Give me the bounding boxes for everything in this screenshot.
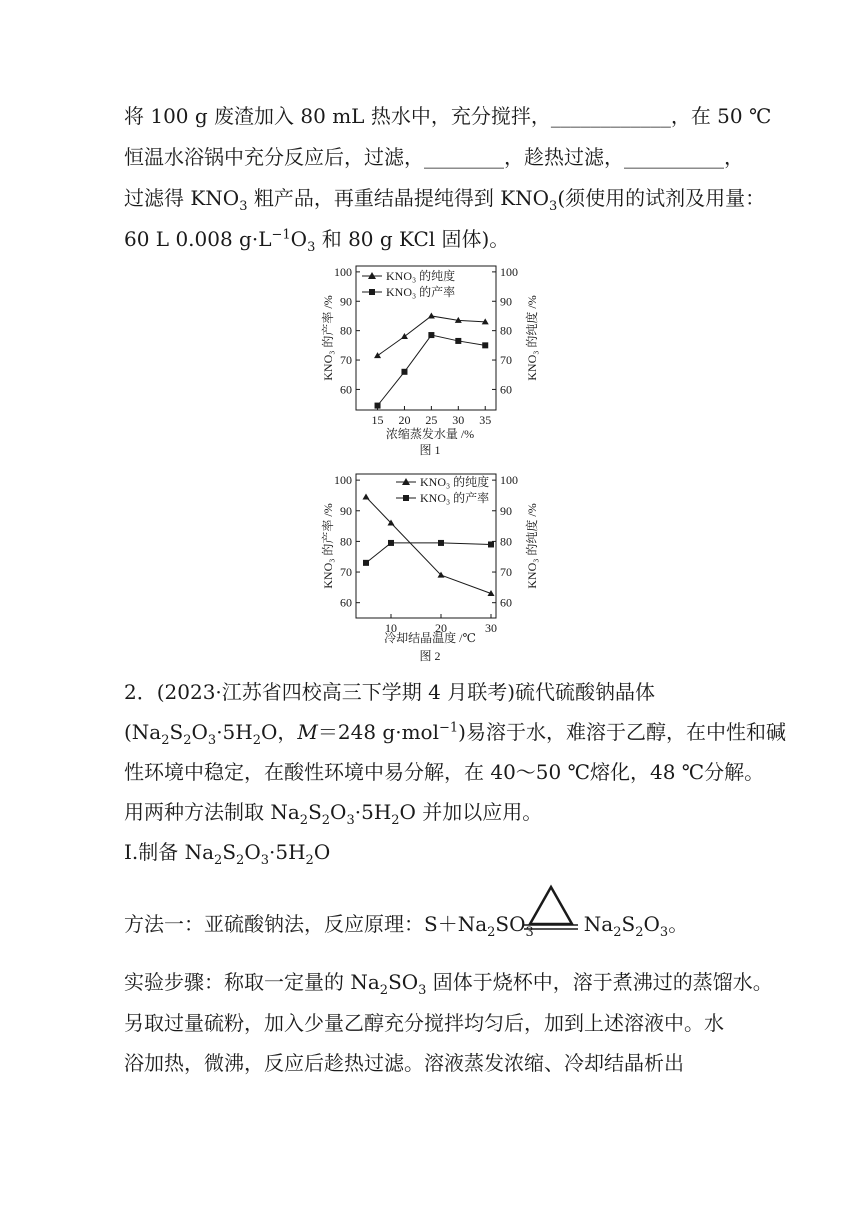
- text-line: 另取过量硫粉，加入少量乙醇充分搅拌均匀后，加到上述溶液中。水: [124, 1011, 724, 1035]
- figure-2-chart: [312, 470, 552, 666]
- y-axis-label-left: KNO₃ 的产率 /%: [321, 503, 335, 589]
- y-tick-label-right: 100: [500, 264, 518, 279]
- y-axis-label-right: KNO₃ 的纯度 /%: [525, 295, 539, 381]
- heating-delta-icon: [522, 884, 580, 934]
- text-line: 过滤得 $KNO_3$ 粗产品，再重结晶提纯得到 $KNO_3$(须使用的试剂及用量：: [124, 186, 766, 214]
- y-tick-label-left: 90: [340, 503, 352, 518]
- y-tick-label-right: 70: [500, 353, 512, 368]
- x-axis-label: 冷却结晶温度 /℃: [384, 631, 476, 645]
- purity-point: [374, 352, 381, 358]
- legend-square-marker: [403, 495, 409, 501]
- x-tick-label: 15: [371, 413, 384, 427]
- figure-caption: 图 1: [419, 443, 441, 457]
- figure-caption: 图 2: [419, 649, 441, 663]
- series-line: [366, 543, 491, 563]
- chart-legend: [396, 474, 489, 505]
- y-axis-label-left: KNO₃ 的产率 /%: [321, 295, 335, 381]
- text-line: 用两种方法制取 $Na_2S_2O_3\cdot 5H_2O$ 并加以应用。: [124, 800, 543, 828]
- y-tick-label-left: 100: [334, 264, 352, 279]
- y-tick-label-left: 70: [340, 353, 352, 368]
- series-line: [366, 497, 491, 594]
- y-tick-label-left: 70: [340, 565, 352, 580]
- yield-point: [488, 541, 494, 547]
- y-tick-label-left: 60: [340, 595, 352, 610]
- text-line: ($Na_2S_2O_3\cdot 5H_2O$，M＝248 g·mol$^{-1}$)易溶于水，难溶于乙醇，在中性和碱: [124, 720, 786, 748]
- yield-point: [482, 342, 488, 348]
- text-line: 浴加热，微沸，反应后趁热过滤。溶液蒸发浓缩、冷却结晶析出: [124, 1051, 684, 1075]
- legend-square-marker: [369, 289, 375, 295]
- text-line: 实验步骤：称取一定量的 $Na_2SO_3$ 固体于烧杯中，溶于煮沸过的蒸馏水。: [124, 970, 773, 998]
- text-line: 60 L 0.008 $g\cdot L^{-1}O_3$ 和 80 g KCl 固体)。: [124, 227, 510, 255]
- y-tick-label-right: 80: [500, 323, 512, 338]
- yield-point: [438, 540, 444, 546]
- x-tick-label: 30: [485, 621, 497, 635]
- yield-point: [401, 369, 407, 375]
- x-tick-label: 10: [385, 621, 397, 635]
- reaction-equation: 方法一：亚硫酸钠法，反应原理：$S+Na_2SO_3$ $Na_2S_2O_3$。: [124, 912, 689, 940]
- y-tick-label-left: 60: [340, 382, 352, 397]
- y-tick-label-left: 80: [340, 534, 352, 549]
- legend-yield: KNO₃ 的产率: [386, 285, 456, 299]
- purity-point: [363, 493, 370, 499]
- text-line: 性环境中稳定，在酸性环境中易分解，在 40～50 ℃熔化，48 ℃分解。: [124, 760, 765, 784]
- section-heading: Ⅰ.制备 $Na_2S_2O_3\cdot 5H_2O$: [124, 840, 331, 868]
- y-tick-label-right: 60: [500, 595, 512, 610]
- x-tick-label: 35: [479, 413, 492, 427]
- y-tick-label-left: 100: [334, 473, 352, 488]
- purity-point: [401, 333, 408, 339]
- y-tick-label-right: 70: [500, 565, 512, 580]
- legend-purity: KNO₃ 的纯度: [386, 269, 456, 283]
- purity-point: [428, 312, 435, 318]
- yield-point: [388, 540, 394, 546]
- text-line: 将 100 g 废渣加入 80 mL 热水中，充分搅拌，____________，在 50 ℃: [124, 104, 772, 128]
- question-2-header: 2．(2023·江苏省四校高三下学期 4 月联考)硫代硫酸钠晶体: [124, 680, 656, 704]
- chart-legend: [362, 268, 455, 299]
- yield-point: [428, 332, 434, 338]
- y-tick-label-right: 90: [500, 294, 512, 309]
- x-tick-label: 20: [398, 413, 411, 427]
- yield-point: [375, 403, 381, 409]
- x-tick-label: 20: [435, 621, 447, 635]
- y-tick-label-right: 100: [500, 473, 518, 488]
- x-axis-label: 浓缩蒸发水量 /%: [385, 427, 475, 441]
- y-tick-label-left: 90: [340, 294, 352, 309]
- y-axis-label-right: KNO₃ 的纯度 /%: [525, 503, 539, 589]
- figure-1-chart: [312, 262, 552, 458]
- y-tick-label-left: 80: [340, 323, 352, 338]
- yield-point: [363, 560, 369, 566]
- x-tick-label: 30: [452, 413, 465, 427]
- legend-yield: KNO₃ 的产率: [420, 491, 490, 505]
- yield-point: [455, 338, 461, 344]
- text-line: 恒温水浴锅中充分反应后，过滤，________，趁热过滤，__________，: [124, 145, 744, 169]
- y-tick-label-right: 80: [500, 534, 512, 549]
- y-tick-label-right: 60: [500, 382, 512, 397]
- y-tick-label-right: 90: [500, 503, 512, 518]
- series-line: [378, 335, 486, 406]
- x-tick-label: 25: [425, 413, 438, 427]
- legend-purity: KNO₃ 的纯度: [420, 475, 490, 489]
